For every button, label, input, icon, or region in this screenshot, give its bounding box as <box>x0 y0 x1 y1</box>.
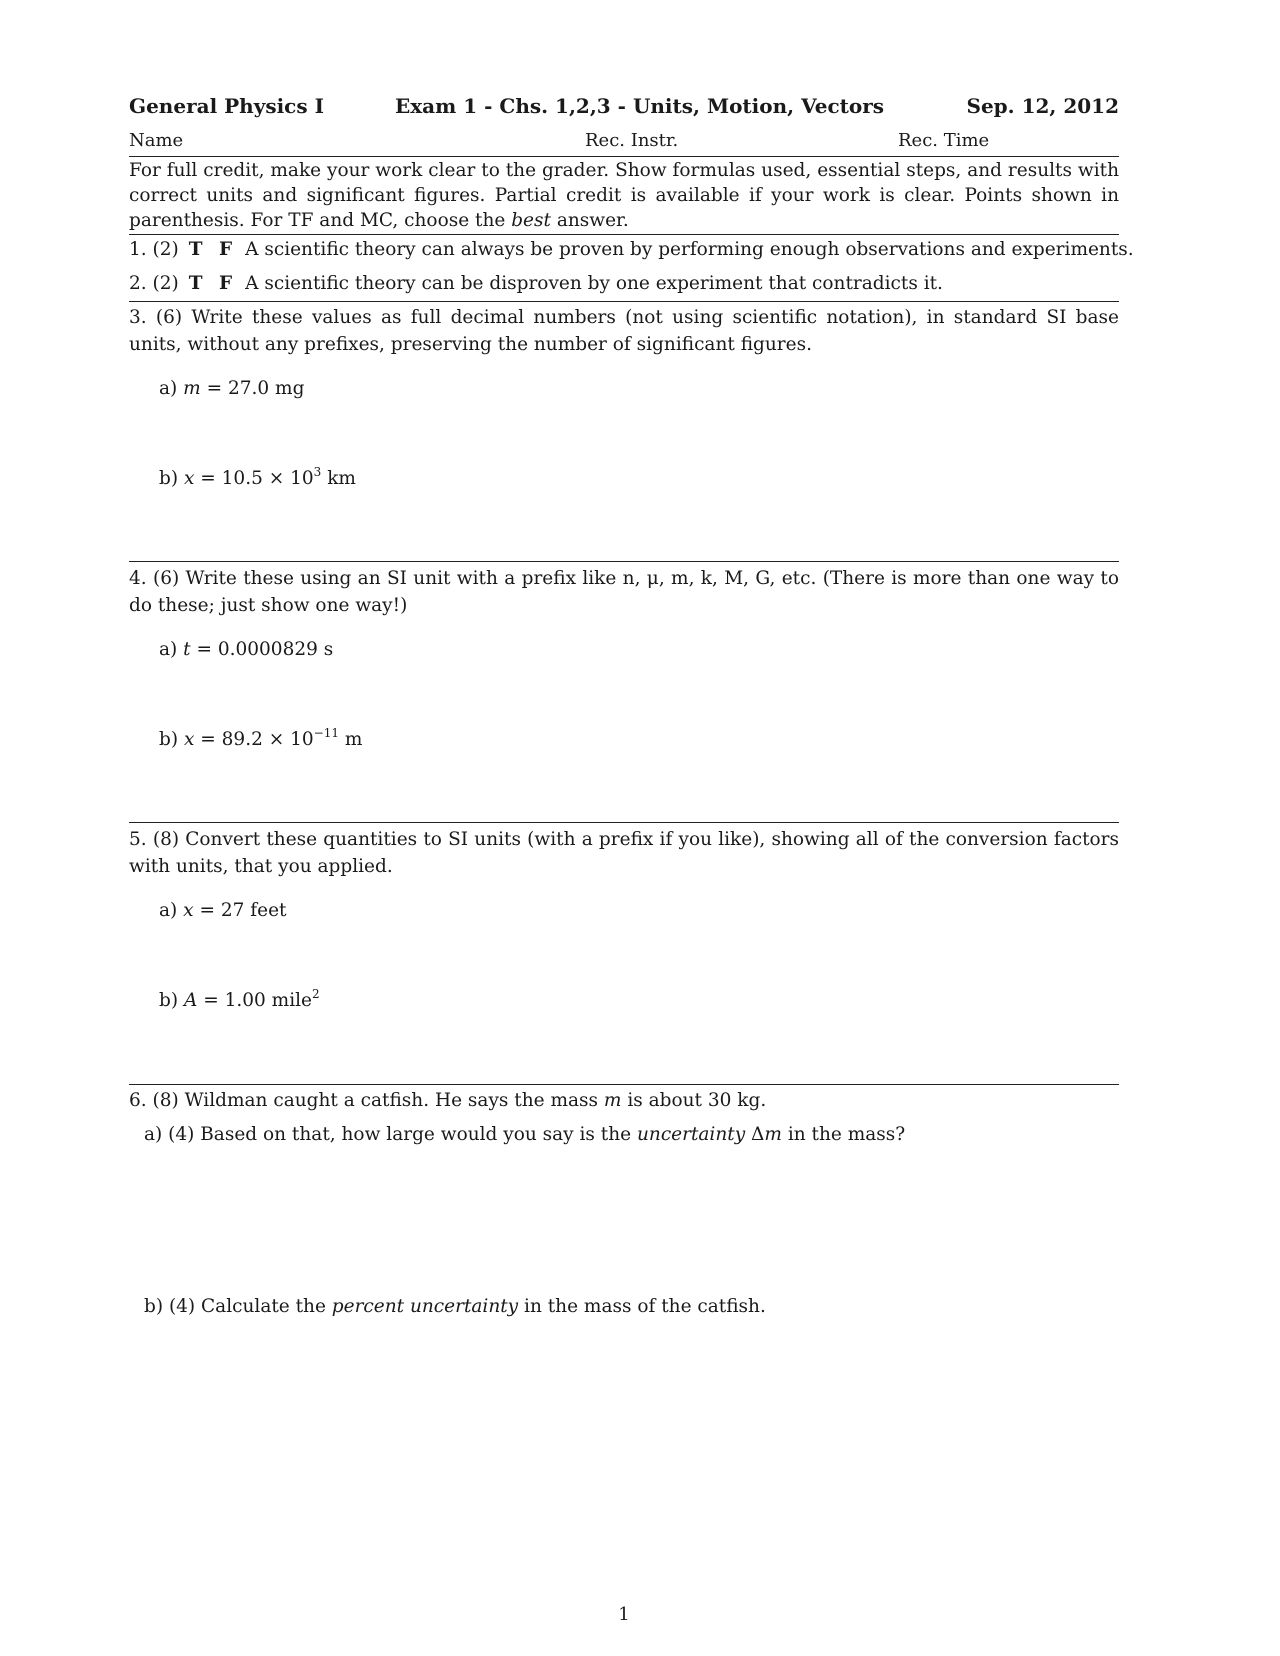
q5b-exponent: 2 <box>312 987 320 1001</box>
q3b-label: b) <box>159 468 179 489</box>
q5b-value: = 1.00 mile <box>203 990 312 1011</box>
page-number: 1 <box>618 1604 630 1625</box>
q2-number: 2. (2) <box>129 273 179 294</box>
q6a-emphasis: uncertainty <box>636 1124 746 1145</box>
q4b-variable: x <box>183 729 195 750</box>
q2-text: A scientific theory can be disproven by one experiment that contradicts it. <box>245 273 943 294</box>
question-6 <box>129 1090 1119 1111</box>
divider <box>129 301 1119 302</box>
q6-variable: m <box>603 1090 622 1111</box>
q3b-value: = 10.5 × 10 <box>200 468 314 489</box>
q6-text: 6. (8) Wildman caught a catfish. He says the mass <box>129 1090 604 1111</box>
instructions-emphasis: best <box>511 210 551 231</box>
q4a-value: = 0.0000829 s <box>196 639 334 660</box>
q5-part-b <box>159 987 320 1011</box>
exam-page <box>129 94 1134 1634</box>
exam-header <box>129 94 1119 124</box>
exam-title: Exam 1 - Chs. 1,2,3 - Units, Motion, Vectors <box>395 94 885 118</box>
q6a-variable: m <box>764 1124 782 1145</box>
q1-true-false: T F <box>188 239 238 260</box>
q4b-unit: m <box>339 729 363 750</box>
q5b-label: b) <box>159 990 179 1011</box>
instructions-text-end: answer. <box>550 210 629 231</box>
q6a-text: a) (4) Based on that, how large would you say is the <box>144 1124 637 1145</box>
rec-time-label: Rec. Time <box>898 130 990 151</box>
question-4: 4. (6) Write these using an SI unit with a prefix like n, μ, m, k, M, G, etc. (There is more than one way to do these; just show one way!) <box>129 568 1119 616</box>
q5a-variable: x <box>183 900 194 921</box>
q3a-variable: m <box>183 378 201 399</box>
q6a-text-end: in the mass? <box>781 1124 906 1145</box>
q4-part-b <box>159 726 363 750</box>
q5b-variable: A <box>183 990 198 1011</box>
q3b-unit: km <box>321 468 356 489</box>
q6-part-b <box>144 1296 766 1317</box>
q3b-exponent: 3 <box>313 465 322 479</box>
divider <box>129 234 1119 235</box>
divider <box>129 561 1119 562</box>
question-3: 3. (6) Write these values as full decimal numbers (not using scientific notation), in standard SI base units, without any prefixes, preserving the number of significant figures. <box>129 307 1119 355</box>
q3b-variable: x <box>183 468 195 489</box>
q2-true-false: T F <box>188 273 238 294</box>
q4-part-a <box>159 639 333 660</box>
q3a-value: = 27.0 mg <box>206 378 305 399</box>
divider <box>129 822 1119 823</box>
q6b-emphasis: percent uncertainty <box>331 1296 519 1317</box>
q4b-exponent: −11 <box>313 726 339 740</box>
q1-text: A scientific theory can always be proven by performing enough observations and experiments. <box>245 239 1134 260</box>
q4a-variable: t <box>183 639 191 660</box>
name-bar <box>129 130 1119 157</box>
question-2 <box>129 273 1119 294</box>
name-label: Name <box>129 130 184 151</box>
instructions-text: For full credit, make your work clear to the grader. Show formulas used, essential steps, and results with correct units and significant figures. Partial credit is available if your work is clear. Points shown in parenthesis. For TF and MC, choose the <box>129 160 1119 231</box>
q4b-label: b) <box>159 729 179 750</box>
q4a-label: a) <box>159 639 178 660</box>
q3a-label: a) <box>159 378 178 399</box>
q6-text-end: is about 30 kg. <box>621 1090 767 1111</box>
divider <box>129 1084 1119 1085</box>
q6b-text: b) (4) Calculate the <box>144 1296 332 1317</box>
q6a-delta: Δ <box>745 1124 765 1145</box>
course-title: General Physics I <box>129 94 324 118</box>
q5a-label: a) <box>159 900 178 921</box>
question-5: 5. (8) Convert these quantities to SI units (with a prefix if you like), showing all of the conversion factors with units, that you applied. <box>129 829 1119 877</box>
instructions <box>129 158 1119 233</box>
q3-part-b <box>159 465 356 489</box>
question-1 <box>129 239 1134 260</box>
q5a-value: = 27 feet <box>199 900 287 921</box>
q4b-value: = 89.2 × 10 <box>200 729 314 750</box>
q3-part-a <box>159 378 304 399</box>
q6b-text-end: in the mass of the catfish. <box>518 1296 766 1317</box>
rec-instr-label: Rec. Instr. <box>585 130 679 151</box>
q5-part-a <box>159 900 286 921</box>
q1-number: 1. (2) <box>129 239 179 260</box>
q6-part-a <box>144 1124 905 1145</box>
exam-date: Sep. 12, 2012 <box>966 94 1119 118</box>
